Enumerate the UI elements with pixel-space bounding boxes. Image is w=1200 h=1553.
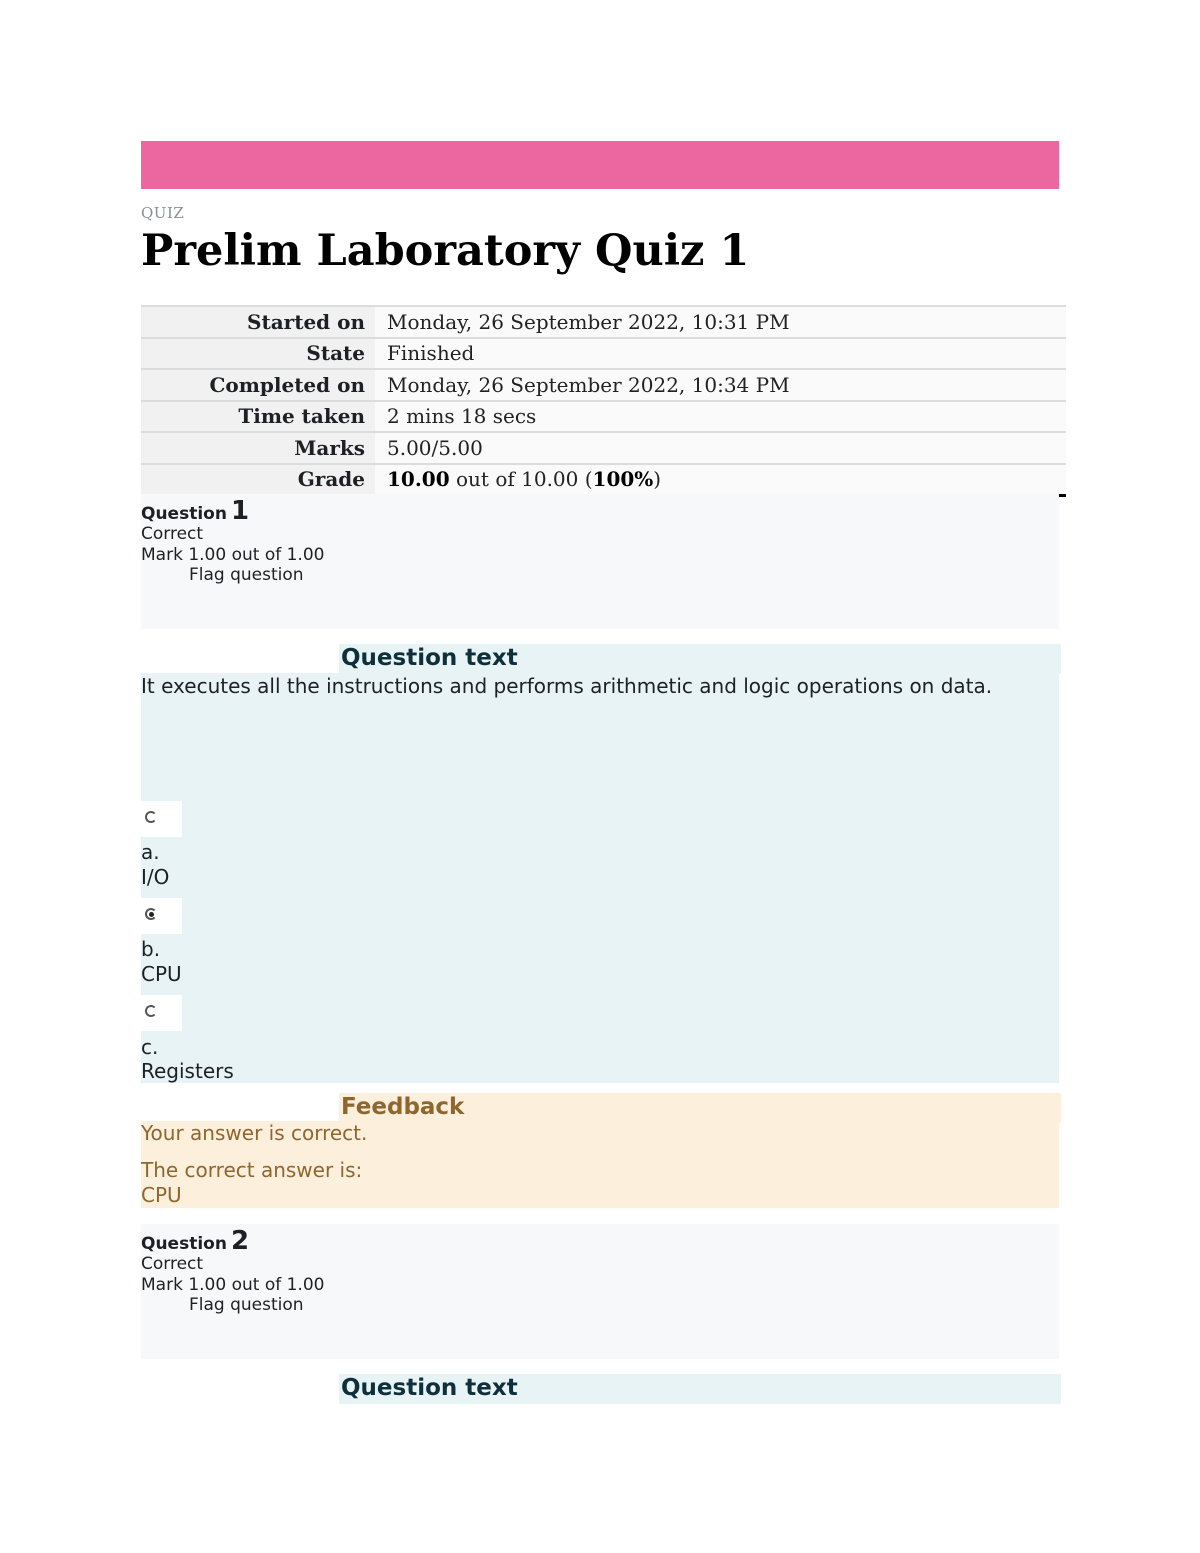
question-number-value: 1 — [230, 496, 250, 526]
question-grade: Mark 1.00 out of 1.00 — [141, 1275, 325, 1295]
summary-row — [141, 464, 1066, 496]
summary-label: State — [141, 338, 375, 370]
option-label[interactable]: I/O — [141, 865, 170, 889]
summary-row — [141, 338, 1066, 370]
summary-value: Finished — [375, 338, 1066, 370]
question-number-value: 2 — [230, 1226, 250, 1256]
grade-close: ) — [653, 467, 662, 491]
radio-checked-icon[interactable] — [145, 908, 157, 920]
option-b-radio-box[interactable] — [141, 898, 182, 934]
question-text-heading: Question text — [339, 1374, 1061, 1404]
summary-row — [141, 401, 1066, 433]
summary-value: Monday, 26 September 2022, 10:34 PM — [375, 369, 1066, 401]
attempt-summary-table — [141, 305, 1066, 497]
question-state: Correct — [141, 1254, 204, 1274]
option-letter: b. — [141, 937, 161, 961]
summary-label: Time taken — [141, 401, 375, 433]
option-letter: a. — [141, 840, 160, 864]
flag-question-link[interactable]: Flag question — [189, 1295, 304, 1315]
correct-answer-prefix: The correct answer is: — [141, 1158, 363, 1182]
correct-answer: CPU — [141, 1183, 182, 1207]
summary-row — [141, 306, 1066, 338]
question-1-info — [141, 494, 1059, 629]
summary-value: 5.00/5.00 — [375, 432, 1066, 464]
top-banner — [141, 141, 1059, 189]
summary-label: Completed on — [141, 369, 375, 401]
question-text-heading: Question text — [339, 644, 1061, 674]
question-number — [141, 1226, 249, 1256]
grade-percent: 100% — [592, 467, 654, 491]
page-title: Prelim Laboratory Quiz 1 — [141, 226, 750, 276]
question-text: It executes all the instructions and performs arithmetic and logic operations on data. — [141, 674, 993, 698]
radio-icon[interactable] — [145, 1005, 157, 1017]
flag-question-link[interactable]: Flag question — [189, 565, 304, 585]
summary-row — [141, 432, 1066, 464]
summary-value: Monday, 26 September 2022, 10:31 PM — [375, 306, 1066, 338]
question-prefix: Question — [141, 504, 227, 524]
question-number — [141, 496, 249, 526]
radio-icon[interactable] — [145, 811, 157, 823]
question-prefix: Question — [141, 1234, 227, 1254]
summary-value: 2 mins 18 secs — [375, 401, 1066, 433]
summary-row — [141, 369, 1066, 401]
summary-label: Marks — [141, 432, 375, 464]
option-c-radio-box[interactable] — [141, 995, 182, 1031]
question-grade: Mark 1.00 out of 1.00 — [141, 545, 325, 565]
question-2-info — [141, 1224, 1059, 1359]
summary-label: Started on — [141, 306, 375, 338]
option-letter: c. — [141, 1035, 159, 1059]
option-label[interactable]: CPU — [141, 962, 182, 986]
feedback-result: Your answer is correct. — [141, 1121, 368, 1145]
question-1-content — [141, 673, 1059, 1083]
feedback-heading: Feedback — [339, 1093, 1061, 1123]
question-state: Correct — [141, 524, 204, 544]
feedback-content — [141, 1121, 1059, 1208]
grade-out-of: out of 10.00 ( — [449, 467, 593, 491]
page-eyebrow: QUIZ — [141, 204, 185, 222]
option-label[interactable]: Registers — [141, 1059, 234, 1083]
option-a-radio-box[interactable] — [141, 801, 182, 837]
grade-score: 10.00 — [387, 467, 450, 491]
summary-label: Grade — [141, 464, 375, 496]
grade-value — [375, 464, 1066, 496]
